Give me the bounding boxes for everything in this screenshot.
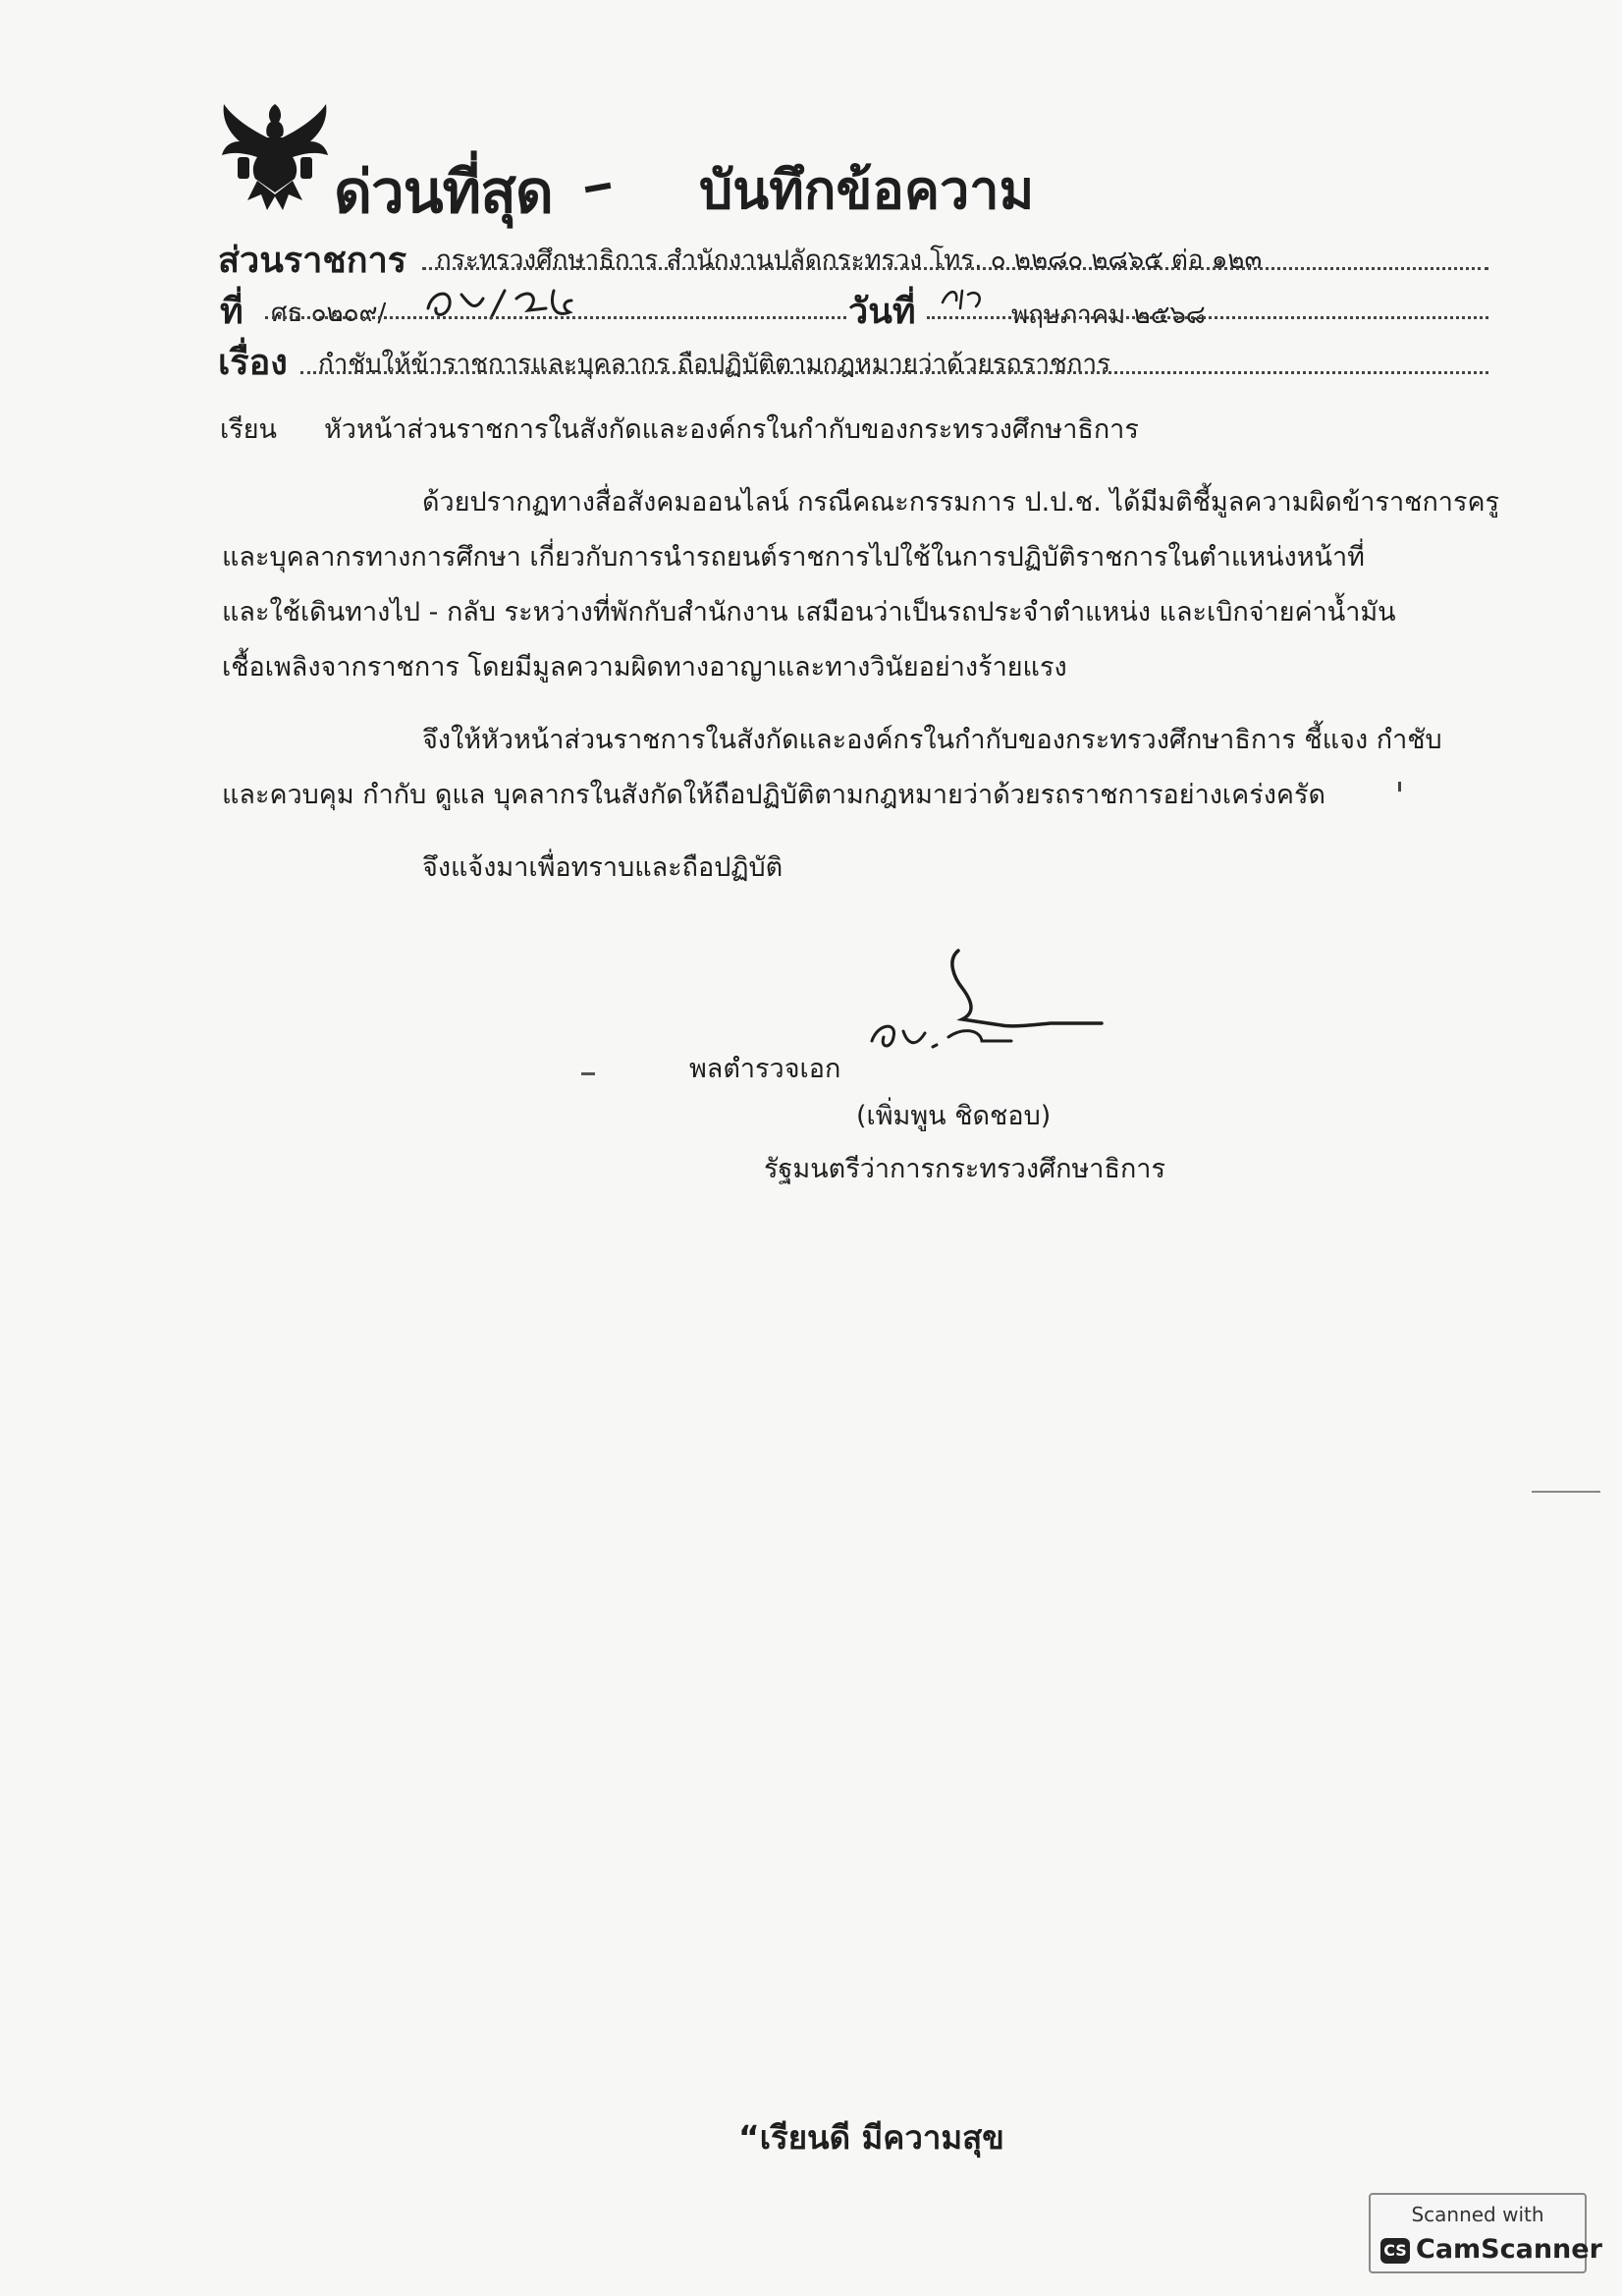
scan-mark-tick — [1398, 782, 1401, 792]
subject-label: เรื่อง — [218, 343, 288, 383]
paragraph-1-line-3: และใช้เดินทางไป - กลับ ระหว่างที่พักกับสำนักงาน เสมือนว่าเป็นรถประจำตำแหน่ง และเบิกจ่ายค่าน้ำมัน — [222, 597, 1396, 628]
date-value: พฤษภาคม ๒๕๖๘ — [1011, 301, 1206, 330]
signature-stray-mark — [581, 1072, 595, 1075]
footer-slogan: “เรียนดี มีความสุข — [738, 2118, 1004, 2157]
date-dotted-line — [927, 316, 1488, 319]
camscanner-logo-icon: CS — [1380, 2238, 1410, 2264]
ref-value: ศธ ๐๒๐๙/ — [271, 299, 387, 328]
handwritten-day — [939, 281, 988, 314]
signatory-name: (เพิ่มพูน ชิดชอบ) — [856, 1101, 1052, 1131]
ref-dotted-line — [265, 316, 846, 319]
agency-value: กระทรวงศึกษาธิการ สำนักงานปลัดกระทรวง โทร. ๐ ๒๒๘๐ ๒๘๖๕ ต่อ ๑๒๓ — [436, 246, 1263, 275]
subject-value: กำชับให้ข้าราชการและบุคลากร ถือปฏิบัติตามกฎหมายว่าด้วยรถราชการ — [318, 350, 1111, 379]
subject-dotted-line — [300, 371, 1488, 374]
urgency-dash-mark — [585, 183, 612, 192]
closing-line: จึงแจ้งมาเพื่อทราบและถือปฏิบัติ — [422, 852, 784, 883]
addressee-label: เรียน — [220, 414, 278, 445]
agency-label: ส่วนราชการ — [218, 241, 407, 281]
handwritten-signature — [864, 939, 1109, 1076]
handwritten-ref-number — [422, 279, 589, 328]
memo-title: บันทึกข้อความ — [699, 159, 1035, 221]
paragraph-1-line-1: ด้วยปรากฏทางสื่อสังคมออนไลน์ กรณีคณะกรรมการ ป.ป.ช. ได้มีมติชี้มูลความผิดข้าราชการครู — [422, 487, 1500, 518]
camscanner-badge — [1369, 2193, 1602, 2273]
camscanner-name: CamScanner — [1416, 2234, 1602, 2265]
agency-dotted-line — [422, 267, 1488, 270]
paragraph-2-line-2: และควบคุม กำกับ ดูแล บุคลากรในสังกัดให้ถือปฏิบัติตามกฎหมายว่าด้วยรถราชการอย่างเคร่งครัด — [222, 780, 1326, 810]
scanned-with-text: Scanned with — [1411, 2203, 1544, 2226]
signatory-rank: พลตำรวจเอก — [689, 1054, 841, 1084]
urgency-label: ด่วนที่สุด — [334, 158, 553, 227]
date-label: วันที่ — [848, 292, 916, 332]
scan-mark-edge — [1532, 1491, 1600, 1493]
ref-label: ที่ — [220, 292, 243, 332]
signatory-position: รัฐมนตรีว่าการกระทรวงศึกษาธิการ — [764, 1154, 1165, 1184]
paragraph-1-line-2: และบุคลากรทางการศึกษา เกี่ยวกับการนำรถยนต์ราชการไปใช้ในการปฏิบัติราชการในตำแหน่งหน้าที่ — [222, 542, 1365, 573]
paragraph-2-line-1: จึงให้หัวหน้าส่วนราชการในสังกัดและองค์กรในกำกับของกระทรวงศึกษาธิการ ชี้แจง กำชับ — [422, 725, 1442, 755]
paragraph-1-line-4: เชื้อเพลิงจากราชการ โดยมีมูลความผิดทางอาญาและทางวินัยอย่างร้ายแรง — [222, 652, 1067, 683]
garuda-emblem — [218, 98, 332, 216]
addressee-value: หัวหน้าส่วนราชการในสังกัดและองค์กรในกำกับของกระทรวงศึกษาธิการ — [324, 414, 1139, 445]
